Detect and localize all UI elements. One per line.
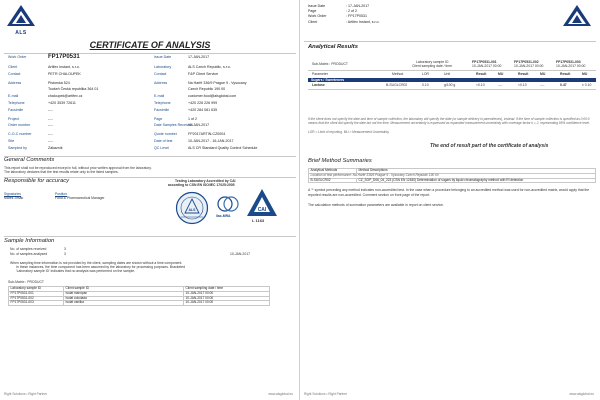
info-value: Na Harfě 336/9 Prague 9 - Vysocany: [188, 80, 247, 85]
header-key: Work Order: [308, 14, 327, 19]
accreditation-stamp: [175, 191, 209, 225]
info-value: +420 226 226 999: [188, 101, 218, 105]
table-row: [9, 301, 270, 306]
sample-2-id: FP17P0531-002: [514, 60, 539, 64]
info-row: [8, 65, 80, 69]
col-result-2: Result: [518, 72, 529, 76]
page-title: CERTIFICATE OF ANALYSIS: [89, 40, 211, 50]
method-summaries-heading: Brief Method Summaries: [308, 158, 372, 164]
samples-analysed-value: 3: [64, 252, 66, 256]
col-lab-id: Laboratory sample ID: [9, 287, 64, 292]
header-row: [308, 20, 380, 24]
mu-3: ± 0.10: [582, 83, 592, 87]
ilac-mra-text: ilac-MRA: [216, 214, 231, 218]
sample-info-heading: Sample Information: [4, 238, 55, 244]
info-key: Contact: [8, 71, 21, 76]
info-key: E-mail: [154, 94, 165, 99]
client-date-label: Client sampling date / time: [412, 64, 452, 68]
col-sampling-date: Client sampling date / time: [184, 287, 270, 292]
result-1: <0.10: [476, 83, 485, 87]
info-row: [154, 123, 209, 127]
header-key: Issue Date: [308, 4, 326, 8]
header-key: Page: [308, 9, 317, 14]
info-key: Client: [8, 65, 18, 69]
header-row: [308, 4, 369, 8]
header-row: [308, 14, 367, 18]
sample-3-id: FP17P0531-003: [556, 60, 581, 64]
info-row: [154, 65, 231, 69]
method-note-1: A '*' symbol preceding any method indicates non-accredited test. In the case when a procedure belonging to an accredited method was used for non-accredited matrix, would apply that the reported results are non-accredited. Comment section on front page of the report.: [308, 188, 590, 197]
info-value: customer.food@alsglobal.com: [188, 94, 237, 99]
cell: 10-JAN-2017 00:00: [184, 301, 270, 306]
info-value: ALS Czech Republic, s.r.o.: [188, 65, 231, 69]
info-key: Order number: [8, 123, 31, 128]
info-value: ----: [48, 123, 53, 128]
info-row: [154, 146, 257, 150]
info-key: Page: [154, 116, 163, 121]
result-3: 0.47: [560, 83, 567, 87]
general-comments-heading: General Comments: [4, 157, 55, 163]
info-value: +420 3539 72611: [48, 101, 76, 105]
method-code: B-SUGLCR02: [309, 178, 357, 183]
info-value: 1 of 2: [188, 116, 197, 121]
info-value: Pistorská 524: [48, 80, 70, 85]
info-row: [8, 81, 70, 85]
param-lactose: Lactose: [312, 83, 325, 87]
param-method: B-SUGLCR02: [386, 83, 408, 87]
info-key: Site: [8, 139, 15, 143]
info-row: [154, 94, 236, 98]
mu-1: ----: [498, 83, 503, 87]
header-value: : Artifex Instant, s.r.o.: [346, 19, 380, 24]
param-lor: 0.10: [422, 83, 429, 87]
col-mu-3: MU: [582, 72, 588, 76]
info-row: [8, 146, 63, 150]
info-row: [154, 55, 209, 59]
sample-2-date: 10-JAN-2017 00:00: [514, 64, 544, 68]
general-comment-1: This report shall not be reproduced except in full, without prior written approval from the laboratory.: [4, 166, 152, 170]
info-key: Contact: [154, 71, 167, 76]
method-location: Location of test performance: Na Harfe 336/9 Prague 9 - Vysocany Czech Republic 190 00: [309, 173, 596, 178]
cai-accreditation-logo: [246, 188, 278, 226]
cai-label: CAI: [257, 207, 267, 213]
info-key: Address: [8, 80, 22, 85]
cell: 10-JAN-2017 00:00: [184, 296, 270, 301]
info-row: [154, 139, 234, 143]
col-mu-2: MU: [540, 72, 546, 76]
info-key: Facsimile: [8, 107, 24, 112]
info-row: [8, 55, 80, 59]
info-row: [8, 123, 53, 127]
info-key: Laboratory: [154, 65, 172, 69]
certificate-page-2: [300, 0, 600, 400]
info-row: [8, 139, 53, 143]
cell: FP17P0531-003: [9, 301, 64, 306]
cell: 10-JAN-2017 00:00: [184, 291, 270, 296]
info-row: [154, 72, 218, 76]
info-value: F&P Client Service: [188, 71, 219, 76]
info-row: [154, 81, 247, 85]
header-key: Client: [308, 19, 318, 24]
info-row: [154, 101, 217, 105]
general-comment-2: The laboratory declares that the test results relate only to the listed samples.: [4, 170, 119, 174]
col-result-1: Result: [476, 72, 487, 76]
footer-url[interactable]: www.alsglobal.eu: [569, 392, 594, 396]
samples-received-label: No. of samples received: [10, 247, 47, 251]
info-value: ----: [48, 116, 53, 121]
method-description: CZ_SOP_D06_04_223 (CSN EN 12630) Determination of sugars by liquid chromatography method with RI detection: [357, 178, 596, 183]
param-unit: g/100 g: [444, 83, 456, 87]
sub-matrix-label: Sub-Matrix : PRODUCT: [312, 62, 348, 66]
sample-note-2: In these instances, the time component has been assumed by the laboratory for processing purposes. Bracketed: [16, 265, 186, 269]
results-footnote: If the client does not specify the date and time of sample collection, the laboratory will specify the date (or sample delivery in parentheses), instead. If the time of sample collection is specified as 0:00:0 means that the client did specify the date but not the time. Measurement uncertainty is expressed as expanded measurement uncertainty with coverage factor k = 2, representing 95% confidence level.: [308, 117, 590, 126]
mu-2: ----: [540, 83, 545, 87]
info-value: Artifex Instant, s.r.o.: [48, 65, 80, 69]
info-key: Issue Date: [154, 55, 172, 59]
info-row: [8, 87, 98, 91]
sample-note-3: 'Laboratory sample ID' indicates that no analysis was performed on the sample.: [16, 269, 136, 273]
als-logo-text: ALS: [15, 30, 27, 36]
info-row: [8, 117, 53, 121]
header-value: : 17-JAN-2017: [346, 4, 370, 8]
info-row: [8, 108, 53, 112]
info-row: [154, 108, 217, 112]
table-row: [309, 178, 596, 183]
divider: [308, 70, 596, 71]
col-parameter: Parameter: [312, 72, 328, 76]
info-key: Facsimile: [154, 107, 170, 112]
header-row: [308, 9, 357, 13]
info-value: ----: [48, 132, 53, 137]
signatory-name: Marek Jirsák: [4, 196, 24, 200]
cai-number: L 1163: [252, 218, 265, 223]
info-key: Quote number: [154, 132, 177, 137]
info-value: 17-JAN-2017: [188, 55, 210, 59]
col-lor: LOR: [422, 72, 429, 76]
info-value: +420 284 081 635: [188, 107, 218, 112]
method-note-2: The calculation methods of summation parameters are available in report on client service.: [308, 203, 444, 207]
info-key: C-O-C number: [8, 132, 32, 137]
footer-tagline: Right Solutions • Right Partner: [304, 392, 348, 396]
results-footnote-2: LOR = Limit of reporting. MU = Measurement Uncertainty.: [308, 130, 390, 134]
info-value: FP2017ARTIN-CZ0004: [188, 132, 226, 137]
divider: [308, 89, 596, 90]
als-logo: [562, 4, 592, 30]
accreditation-standard: according to CSN EN ISO/IEC 17025:2005: [168, 183, 235, 187]
cell: FP17P0531-002: [9, 296, 64, 301]
col-method-descriptions: Method Descriptions: [357, 169, 596, 174]
info-key: Work Order: [8, 55, 27, 59]
sub-matrix-label: Sub-Matrix : PRODUCT: [8, 280, 44, 284]
info-key: Project: [8, 116, 20, 121]
end-of-results: The end of result part of the certificate of analysis: [430, 143, 549, 149]
info-row: [8, 94, 82, 98]
divider: [4, 236, 296, 237]
samples-received-value: 3: [64, 247, 66, 251]
signatories-label: Signatories: [4, 192, 21, 196]
cell: Isolat marcipan: [64, 291, 184, 296]
col-result-3: Result: [560, 72, 571, 76]
info-value: ----: [48, 107, 53, 112]
info-key: Date of test: [154, 139, 173, 143]
analytical-results-heading: Analytical Results: [308, 44, 358, 50]
lab-id-label: Laboratory sample ID: [416, 60, 449, 64]
footer-url[interactable]: www.alsglobal.eu: [268, 392, 293, 396]
info-value: 10-JAN-2017: [188, 123, 210, 128]
cell: Isolat cokolada: [64, 296, 184, 301]
responsible-heading: Responsible for accuracy: [4, 178, 70, 184]
info-value: FP17P0531: [48, 54, 80, 60]
sample-1-date: 10-JAN-2017 00:00: [472, 64, 502, 68]
info-row: [8, 72, 81, 76]
sample-note-1: When sampling time information is not provided by the client, sampling dates are shown without a time component.: [10, 261, 183, 265]
col-client-id: Client sample ID: [64, 287, 184, 292]
group-band: [308, 78, 596, 82]
group-label: Sugars / Sweeteners: [311, 77, 345, 82]
info-key: Date Samples Received: [154, 123, 193, 128]
cell: Isolat vanilka: [64, 301, 184, 306]
info-row: [154, 132, 225, 136]
position-value: Food & Pharmaceutical Manager: [55, 196, 105, 200]
info-value: Toušeň Česká republika 364 01: [48, 87, 99, 92]
ilac-mra-logo: [216, 194, 240, 222]
info-key: Telephone: [8, 101, 25, 105]
info-value: chaloupek@artifex.cz: [48, 94, 83, 99]
result-2: <0.10: [518, 83, 527, 87]
footer-tagline: Right Solutions • Right Partner: [4, 392, 48, 396]
info-key: Telephone: [154, 101, 171, 105]
info-key: Sampled by: [8, 145, 27, 150]
info-value: Czech Republic 190 00: [188, 87, 226, 92]
info-value: Zákazník: [48, 145, 63, 150]
col-mu-1: MU: [498, 72, 504, 76]
col-method: Method: [392, 72, 404, 76]
sample-1-id: FP17P0531-001: [472, 60, 497, 64]
info-value: ALS CR Standard Quality Control Schedule: [188, 145, 258, 150]
method-table: [308, 168, 596, 183]
sample-3-date: 10-JAN-2017 00:00: [556, 64, 586, 68]
col-unit: Unit: [444, 72, 451, 76]
info-value: 10-JAN-2017 - 16-JAN-2017: [188, 139, 234, 143]
samples-analysed-label: No. of samples analysed: [10, 252, 48, 256]
sample-table: [8, 286, 270, 306]
info-row: [154, 87, 225, 91]
als-logo: [6, 4, 36, 36]
samples-received-date: 10-JAN-2017: [230, 252, 250, 256]
col-analytical-methods: Analytical Methods: [309, 169, 357, 174]
accreditation-text: Testing Laboratory Accredited by CAI: [175, 179, 236, 183]
header-value: : 2 of 2: [346, 9, 357, 14]
info-value: PETR CHALOUPEK: [48, 71, 81, 76]
info-key: E-mail: [8, 94, 19, 99]
svg-text:ALS: ALS: [188, 208, 196, 212]
info-key: Address: [154, 80, 168, 85]
position-label: Position: [55, 192, 68, 196]
info-row: [8, 132, 53, 136]
divider: [304, 41, 596, 42]
info-row: [8, 101, 76, 105]
info-row: [154, 117, 197, 121]
header-value: : FP17P0531: [346, 14, 367, 19]
cell: FP17P0531-001: [9, 291, 64, 296]
info-key: QC Level: [154, 145, 169, 150]
info-value: ----: [48, 139, 53, 143]
